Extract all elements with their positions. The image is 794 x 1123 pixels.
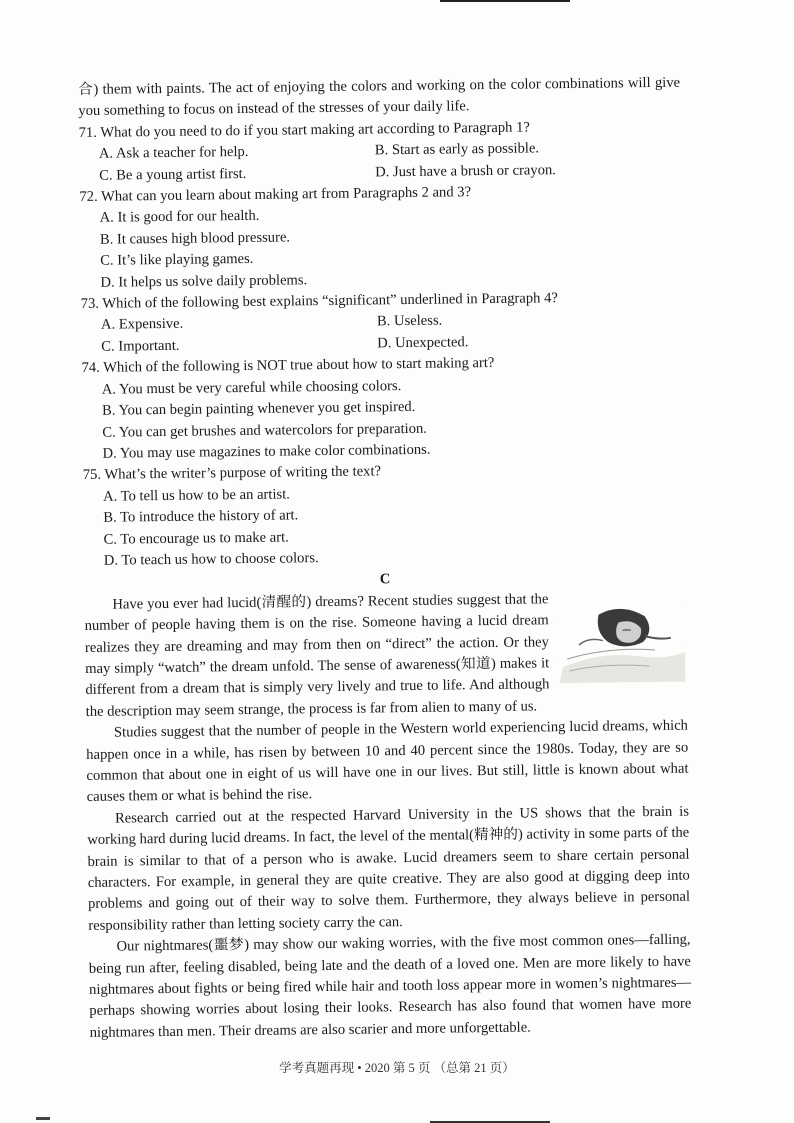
paragraph-1: Have you ever had lucid(清醒的) dreams? Recent studies suggest that the number of people having them is on the rise. Someone having a lucid dream realizes they are dreaming and may from then on “direct” the action. Or they may simply “watch” the dream unfold. The sense of awareness(知道) makes it different from a dream that is simply very lively and true to life. And although the description may seem strange, the process is far from alien to many of us. <box>84 591 550 720</box>
options <box>101 308 683 358</box>
option-c: C. It’s like playing games. <box>100 251 254 269</box>
question-stem: 75. What’s the writer’s purpose of writing the text? <box>82 463 382 484</box>
document-page <box>78 73 692 1045</box>
question-stem: 72. What can you learn about making art from Paragraphs 2 and 3? <box>79 184 472 206</box>
option-a: A. To tell us how to be an artist. <box>102 486 290 505</box>
options <box>100 201 683 294</box>
option-d: D. You may use magazines to make color combinations. <box>102 441 431 462</box>
options <box>99 137 681 187</box>
option-b: B. You can begin painting whenever you get inspired. <box>101 398 416 419</box>
option-c: C. To encourage us to make art. <box>103 528 289 548</box>
paragraph-4: Our nightmares(噩梦) may show our waking worries, with the five most common ones—falling, being run after, feeling disabled, being late and the death of a loved one. Men are more likely to have nightmares about fights or being fired while hair and tooth loss appear more in women’s nightmares—perhaps showing worries about losing their looks. Research has also found that women have more nightmares than men. Their dreams are also scarier and more unforgettable. <box>88 931 692 1041</box>
intro-paragraph: 合) them with paints. The act of enjoying the colors and working on the color combinations will give you something to focus on instead of the stresses of your daily life. <box>78 74 681 120</box>
question-stem: 71. What do you need to do if you start making art according to Paragraph 1? <box>78 119 530 141</box>
question-72 <box>79 180 682 294</box>
question-75 <box>83 458 686 572</box>
option-a: A. Ask a teacher for help. <box>98 144 249 162</box>
passage-c <box>84 587 691 1044</box>
option-a: A. You must be very careful while choosing colors. <box>101 377 402 398</box>
option-a: A. Expensive. <box>100 316 184 334</box>
paragraph-2: Studies suggest that the number of people in the Western world experiencing lucid dreams, which happen once in a while, has risen by between 10 and 40 percent since the 1980s. Today, they are so common that about one in eight of us will have one in our lives. But still, little is known about what causes them or what is behind the rise. <box>86 717 689 806</box>
question-71 <box>79 115 682 187</box>
options <box>102 372 685 465</box>
option-b: B. To introduce the history of art. <box>103 507 299 526</box>
option-c: C. You can get brushes and watercolors for preparation. <box>102 420 428 441</box>
option-d: D. Unexpected. <box>377 334 469 352</box>
option-b: B. Useless. <box>376 313 443 330</box>
scan-edge-line <box>440 0 570 2</box>
option-d: D. It helps us solve daily problems. <box>100 271 308 291</box>
section-label-c: C <box>379 571 391 588</box>
scan-mark <box>36 1117 50 1120</box>
option-b: B. It causes high blood pressure. <box>99 229 291 248</box>
question-74 <box>81 351 684 465</box>
option-d: D. To teach us how to choose colors. <box>103 550 319 569</box>
page-footer: 学考真题再现 • 2020 第 5 页 （总第 21 页） <box>279 1061 515 1075</box>
option-a: A. It is good for our health. <box>99 208 260 227</box>
question-stem: 74. Which of the following is NOT true about how to start making art? <box>81 355 495 377</box>
sleeping-woman-photo <box>558 595 687 683</box>
option-b: B. Start as early as possible. <box>374 140 540 159</box>
paragraph-3: Research carried out at the respected Harvard University in the US shows that the brain is working hard during lucid dreams. In fact, the level of the mental(精神的) activity in some parts of the brain is similar to that of a person who is awake. Lucid dreamers seem to share certain personal characters. For example, in general they are quite creative. They are also good at digging deep into problems and going out of their way to solve them. Furthermore, they always believe in personal responsibility rather than letting society carry the can. <box>87 803 691 934</box>
option-c: C. Be a young artist first. <box>99 165 247 184</box>
question-73 <box>81 287 684 359</box>
option-c: C. Important. <box>101 337 180 355</box>
question-stem: 73. Which of the following best explains “significant” underlined in Paragraph 4? <box>80 290 558 313</box>
option-d: D. Just have a brush or crayon. <box>375 161 556 181</box>
options <box>103 479 686 572</box>
